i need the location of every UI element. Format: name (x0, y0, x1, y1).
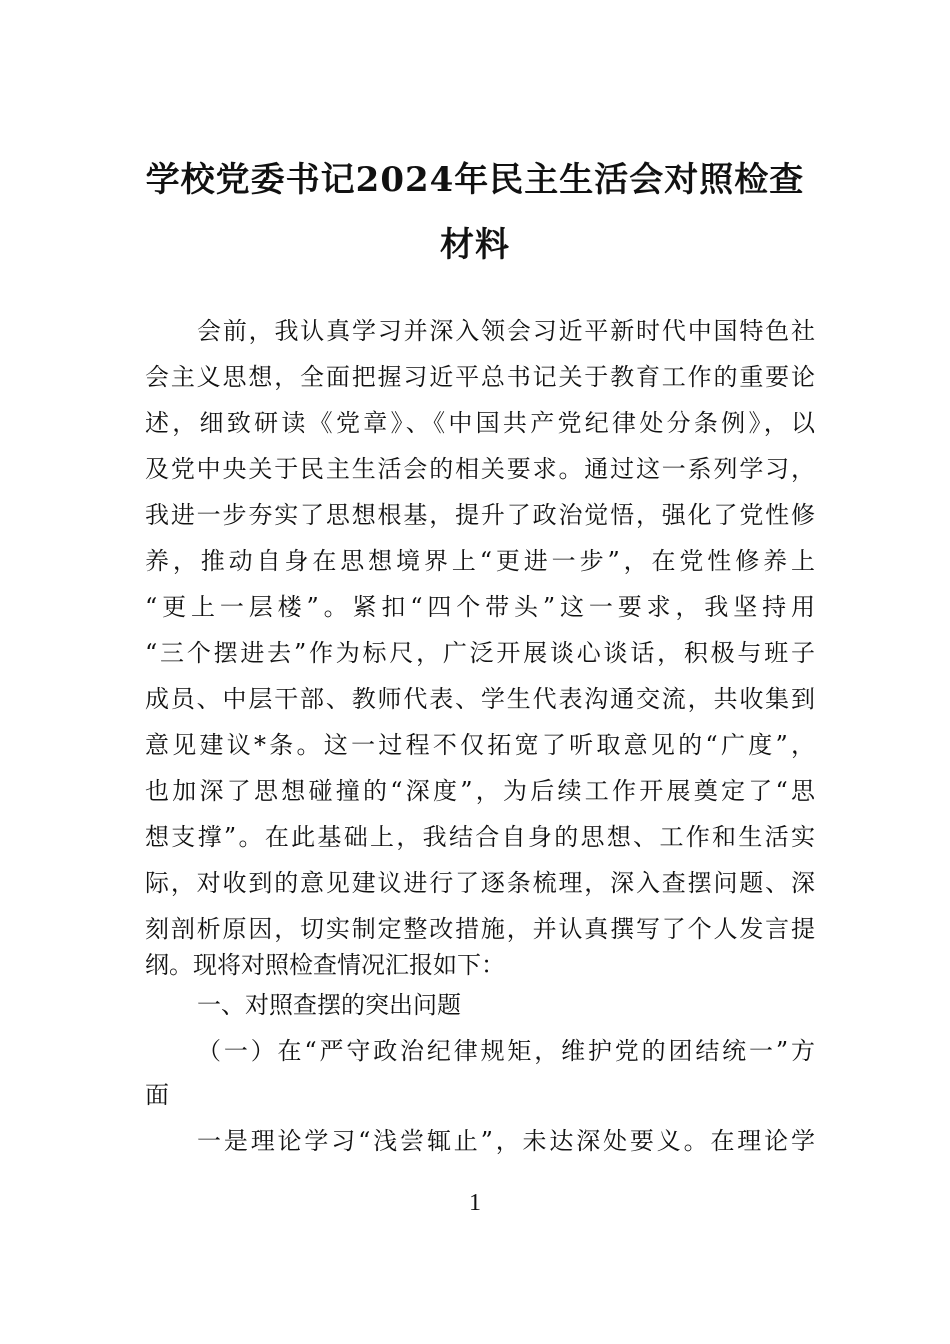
intro-paragraph-line: 纲。现将对照检查情况汇报如下： (145, 951, 505, 979)
intro-paragraph-line: 际，对收到的意见建议进行了逐条梳理，深入查摆问题、深 (145, 869, 815, 897)
intro-paragraph-line: 养，推动自身在思想境界上“更进一步”，在党性修养上 (145, 547, 815, 575)
subsection-heading-line: 面 (145, 1081, 169, 1109)
intro-paragraph-line: 成员、中层干部、教师代表、学生代表沟通交流，共收集到 (145, 685, 815, 713)
intro-paragraph-line: 会主义思想，全面把握习近平总书记关于教育工作的重要论 (145, 363, 815, 391)
intro-paragraph-line: 意见建议*条。这一过程不仅拓宽了听取意见的“广度”， (145, 731, 815, 759)
document-title-line-2: 材料 (440, 225, 510, 265)
intro-paragraph-line: “更上一层楼”。紧扣“四个带头”这一要求，我坚持用 (145, 593, 815, 621)
intro-paragraph-line: 我进一步夯实了思想根基，提升了政治觉悟，强化了党性修 (145, 501, 815, 529)
intro-paragraph-line: 想支撑”。在此基础上，我结合自身的思想、工作和生活实 (145, 823, 815, 851)
point-paragraph-line: 一是理论学习“浅尝辄止”，未达深处要义。在理论学 (197, 1127, 815, 1155)
intro-paragraph-line: 及党中央关于民主生活会的相关要求。通过这一系列学习， (145, 455, 815, 483)
document-title-line-1: 学校党委书记2024年民主生活会对照检查 (145, 160, 805, 200)
page-number: 1 (469, 1190, 481, 1216)
intro-paragraph-line: “三个摆进去”作为标尺，广泛开展谈心谈话，积极与班子 (145, 639, 815, 667)
intro-paragraph-line: 刻剖析原因，切实制定整改措施，并认真撰写了个人发言提 (145, 915, 815, 943)
intro-paragraph-line: 述，细致研读《党章》、《中国共产党纪律处分条例》，以 (145, 409, 815, 437)
intro-paragraph-line: 会前，我认真学习并深入领会习近平新时代中国特色社 (197, 317, 815, 345)
subsection-heading-line: （一）在“严守政治纪律规矩，维护党的团结统一”方 (197, 1037, 815, 1065)
intro-paragraph-line: 也加深了思想碰撞的“深度”，为后续工作开展奠定了“思 (145, 777, 815, 805)
section-heading: 一、对照查摆的突出问题 (197, 991, 461, 1019)
